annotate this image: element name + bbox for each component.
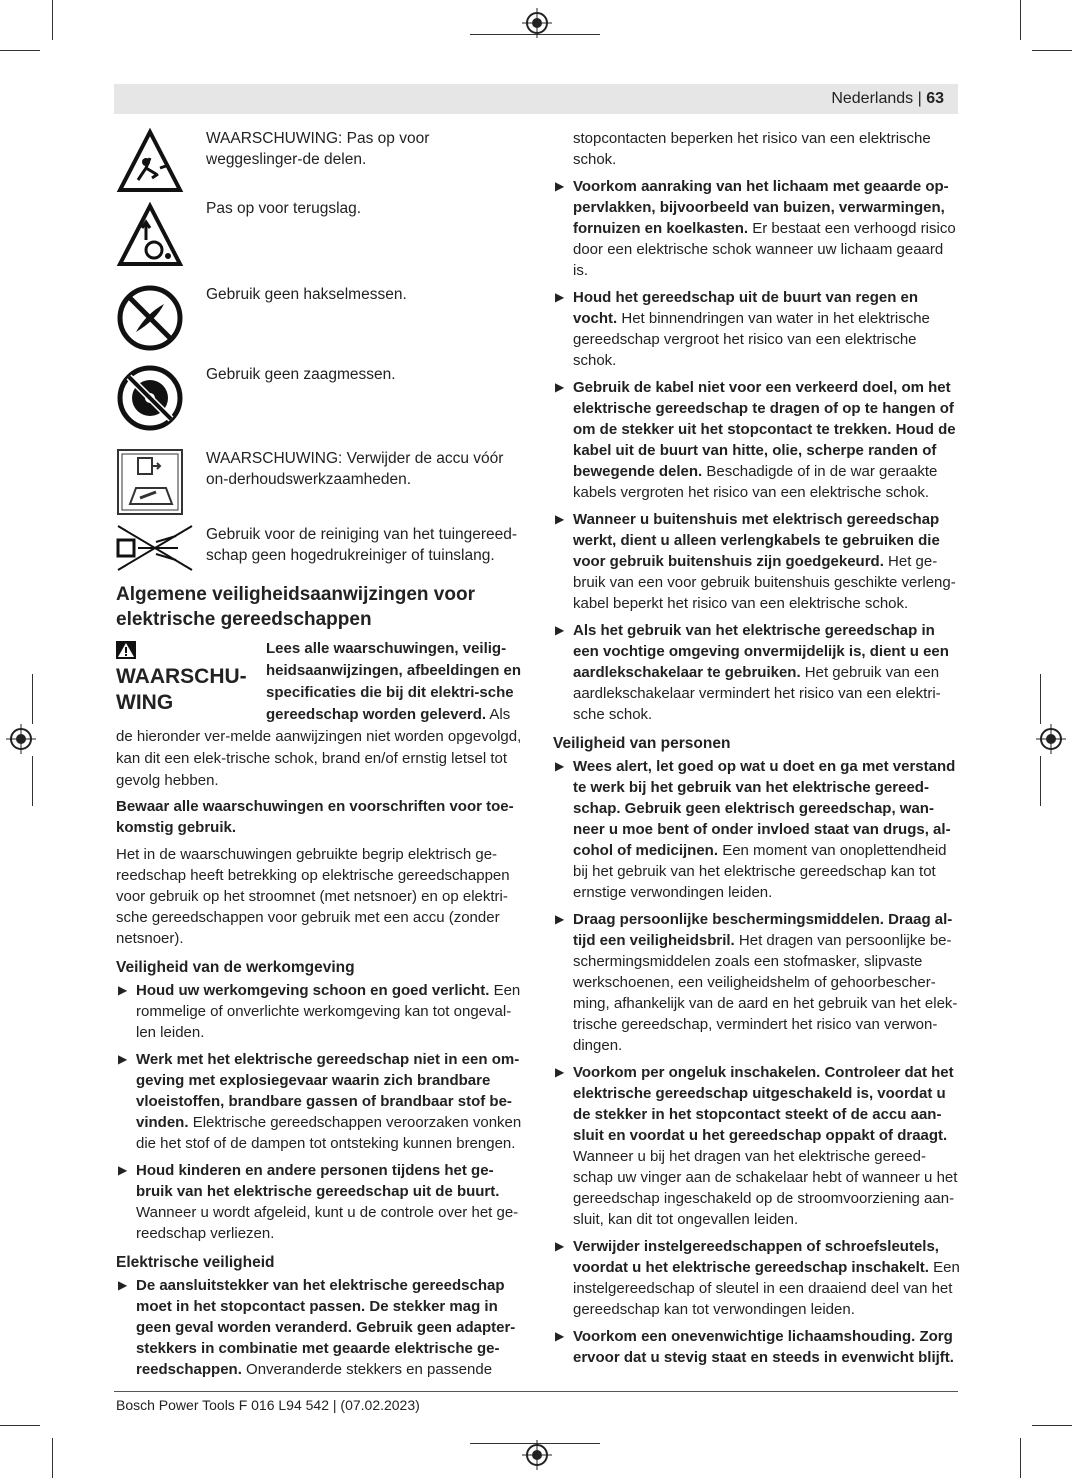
footer-divider xyxy=(114,1391,958,1392)
list-item: ▶ Werk met het elektrische gereedschap niet in een om-geving met explosiegevaar waarin zich brandbare vloeistoffen, brandbare gassen of brandbaar stof be-vinden. Elektrische gereedschappen veroorzaken vonken die het stof of de dampen tot ontsteking kunnen brengen. xyxy=(116,1049,528,1154)
subheading-electrical: Elektrische veiligheid xyxy=(116,1254,275,1271)
symbol-row xyxy=(116,284,528,364)
right-column xyxy=(553,128,961,1374)
list-item: ▶ De aansluitstekker van het elektrische gereedschap moet in het stopcontact passen. De stekker mag in geen geval worden veranderd. Gebruik geen adapter-stekkers in combinatie met geaarde elektrische ge-reedschappen. Onveranderde stekkers en passende xyxy=(116,1275,528,1380)
header-separator: | xyxy=(917,90,922,107)
symbol-text: Gebruik geen zaagmessen. xyxy=(206,366,396,383)
symbol-row xyxy=(116,448,528,524)
symbol-row xyxy=(116,364,528,448)
registration-mark-icon xyxy=(522,8,552,38)
warning-triangle-icon xyxy=(116,641,136,659)
list-item: ▶ Gebruik de kabel niet voor een verkeerd doel, om het elektrische gereedschap te dragen of op te hangen of om de stekker uit het stopcontact te trekken. Houd de kabel uit de buurt van hitte, olie, scherpe randen of bewegende delen. Beschadigde of in de war geraakte kabels vergroten het risico van een elektrische schok. xyxy=(553,377,961,503)
symbol-text: Pas op voor terugslag. xyxy=(206,200,362,217)
keep-instructions: Bewaar alle waarschuwingen en voorschriften voor toe-komstig gebruik. xyxy=(116,798,514,836)
footer-text: Bosch Power Tools F 016 L94 542 | (07.02.2023) xyxy=(116,1397,420,1413)
list-item: ▶ Voorkom een onevenwichtige lichaamshouding. Zorg ervoor dat u stevig staat en steeds in evenwicht blijft. xyxy=(553,1326,961,1368)
list-item: ▶ Wanneer u buitenshuis met elektrisch gereedschap werkt, dient u alleen verlengkabels te gebruiken die voor gebruik buitenshuis zijn goedgekeurd. Het ge-bruik van een voor gebruik buitenshuis geschikte verleng-kabel beperkt het risico van een elektrische schok. xyxy=(553,509,961,614)
list-item: ▶ Wees alert, let goed op wat u doet en ga met verstand te werk bij het gebruik van het elektrische gereed-schap. Gebruik geen elektrisch gereedschap, wan-neer u moe bent of onder invloed staat van drugs, al-cohol of medicijnen. Een moment van onoplettendheid bij het gebruik van het elektrische gereedschap kan tot ernstige verwondingen leiden. xyxy=(553,756,961,903)
list-item: ▶ Houd uw werkomgeving schoon en goed verlicht. Een rommelige of onverlichte werkomgeving kan tot ongeval-len leiden. xyxy=(116,980,528,1043)
warning-bold-text: Lees alle waarschuwingen, veilig-heidsaanwijzingen, afbeeldingen en specificaties die bij dit elektri-sche gereedschap worden geleverd. xyxy=(266,640,522,723)
list-item: ▶ Draag persoonlijke beschermingsmiddelen. Draag al-tijd een veiligheidsbril. Het dragen van persoonlijke be-schermingsmiddelen zoals een stofmasker, slipvaste werkschoenen, een veiligheidshelm of gehoorbescher-ming, afhankelijk van de aard en het gebruik van het elek-trische gereedschap, vermindert het risico van verwon-dingen. xyxy=(553,909,961,1056)
flying-debris-icon xyxy=(116,128,184,196)
symbol-row xyxy=(116,524,528,572)
section-heading: Algemene veiligheidsaanwijzingen voor elektrische gereedschappen xyxy=(116,584,475,630)
header-language: Nederlands xyxy=(831,90,914,107)
list-item: ▶ Houd het gereedschap uit de buurt van regen en vocht. Het binnendringen van water in het elektrische gereedschap vergroot het risico van een elektrische schok. xyxy=(553,287,961,371)
term-explanation: Het in de waarschuwingen gebruikte begrip elektrisch ge-reedschap heeft betrekking op elektrische gereedschappen voor gebruik op het stroomnet (met netsnoer) en op elektri-sche gereedschappen voor gebruik met een accu (zonder netsnoer). xyxy=(116,846,510,947)
no-pressure-washer-icon xyxy=(116,524,194,572)
registration-mark-icon xyxy=(522,1440,552,1470)
no-saw-blade-icon xyxy=(116,364,184,432)
continued-text: stopcontacten beperken het risico van een elektrische schok. xyxy=(573,130,931,168)
page-header xyxy=(114,84,958,114)
warning-label: WAARSCHU-WING xyxy=(116,638,266,716)
list-item: ▶ Houd kinderen en andere personen tijdens het ge-bruik van het elektrische gereedschap uit de buurt. Wanneer u wordt afgeleid, kunt u de controle over het ge-reedschap verliezen. xyxy=(116,1160,528,1244)
kickback-icon xyxy=(116,202,184,270)
list-item: ▶ Verwijder instelgereedschappen of schroefsleutels, voordat u het elektrische gereedschap inschakelt. Een instelgereedschap of sleutel in een draaiend deel van het gereedschap kan tot verwondingen leiden. xyxy=(553,1236,961,1320)
symbol-row xyxy=(116,202,528,284)
warning-block xyxy=(116,638,528,792)
warning-text: Als de hieronder ver-melde aanwijzingen niet worden opgevolgd, kan dit een elek-trische schok, brand en/of ernstig letsel tot gevolg hebben. xyxy=(116,706,522,789)
list-item: ▶ Als het gebruik van het elektrische gereedschap in een vochtige omgeving onvermijdelijk is, dient u een aardlekschakelaar te gebruiken. Het gebruik van een aardlekschakelaar vermindert het risico van een elektri-sche schok. xyxy=(553,620,961,725)
symbol-text: Gebruik geen hakselmessen. xyxy=(206,286,407,303)
remove-battery-icon xyxy=(116,448,184,516)
symbol-row xyxy=(116,128,528,202)
list-item: ▶ Voorkom aanraking van het lichaam met geaarde op-pervlakken, bijvoorbeeld van buizen, verwarmingen, fornuizen en koelkasten. Er bestaat een verhoogd risico door een elektrische schok wanneer uw lichaam geaard is. xyxy=(553,176,961,281)
symbol-text: WAARSCHUWING: Pas op voor weggeslinger-de delen. xyxy=(206,130,430,168)
registration-mark-icon xyxy=(6,724,36,754)
registration-mark-icon xyxy=(1036,724,1066,754)
subheading-persons: Veiligheid van personen xyxy=(553,735,731,752)
symbol-text: Gebruik voor de reiniging van het tuingereed-schap geen hogedrukreiniger of tuinslang. xyxy=(206,526,518,564)
list-item: ▶ Voorkom per ongeluk inschakelen. Controleer dat het elektrische gereedschap uitgeschakeld is, voordat u de stekker in het stopcontact steekt of de accu aan-sluit en voordat u het gereedschap oppakt of draagt. Wanneer u bij het dragen van het elektrische gereed-schap uw vinger aan de schakelaar hebt of wanneer u het gereedschap ingeschakeld op de stroomvoorziening aan-sluit, kan dit tot ongevallen leiden. xyxy=(553,1062,961,1230)
no-chopper-blade-icon xyxy=(116,284,184,352)
subheading-work-area: Veiligheid van de werkomgeving xyxy=(116,959,355,976)
page-number: 63 xyxy=(926,90,944,107)
symbol-text: WAARSCHUWING: Verwijder de accu vóór on-derhoudswerkzaamheden. xyxy=(206,450,504,488)
left-column xyxy=(116,128,528,1386)
